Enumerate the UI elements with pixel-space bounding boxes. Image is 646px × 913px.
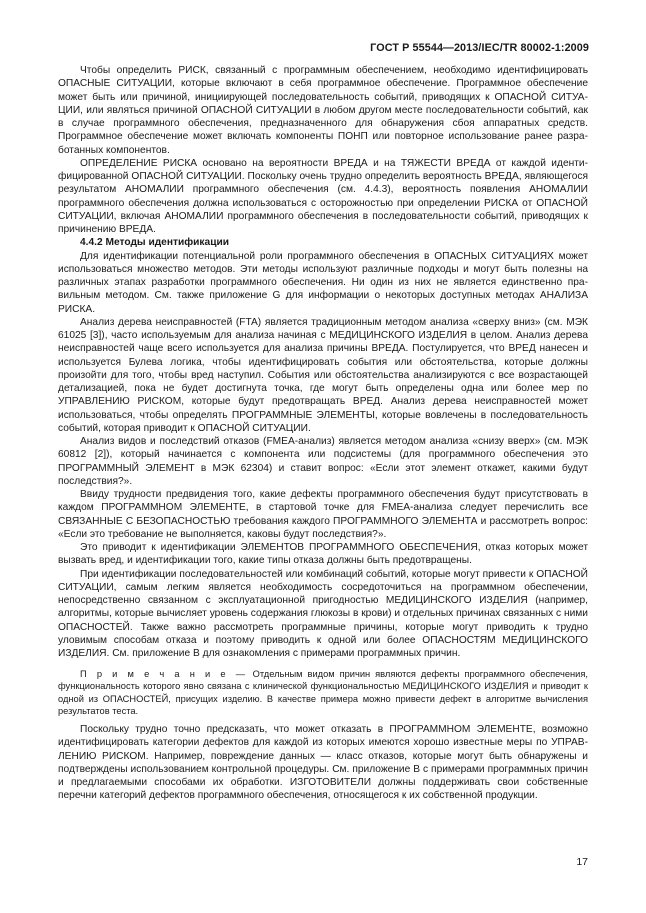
page-number: 17 <box>576 856 588 868</box>
paragraph: Анализ видов и последствий отказов (FMEA-анализ) является методом анализа «снизу вверх» (см. МЭК 60812 [2]), который начинается с компонента или подсистемы (для программного обеспечения это ПРОГРАММНЫЙ ЭЛЕМЕНТ в МЭК 62304) и ставит вопрос: «Если этот элемент откажет, какими будут последствия?». <box>58 436 588 487</box>
paragraph: Анализ дерева неисправностей (FTA) является традиционным методом анализа «сверху вниз» (см. МЭК 61025 [3]), часто используемым для анализа начиная с МЕДИЦИНСКОГО ИЗДЕЛИЯ в целом. Анализ дерева неисправностей чаще всего используется для анализа причины ВРЕДА. Постулируется, что ВРЕД нанесен и используется Булева логика, чтобы идентифицировать события или обстоятельства, которые должны произойти для того, чтобы вред наступил. События или обстоятельства анализируются с все возрастающей детализацией, пока не будет достигнута точка, где могут быть определены одна или более мер по УПРАВЛЕНИЮ РИСКОМ, которые будут предотвращать ВРЕД. Анализ дерева неисправностей может использоваться, чтобы определять ПРОГРАММНЫЕ ЭЛЕМЕНТЫ, которые вовлечены в последовательность событий, которая приводит к ОПАСНОЙ СИТУАЦИИ. <box>58 316 588 434</box>
paragraph: При идентификации последовательностей или комбинаций событий, которые могут привести к ОПАСНОЙ СИТУАЦИИ, самым легким является необходимость сосредоточиться на программном обеспечении, непосредственно связанном с эксплуатационной пригодностью МЕДИЦИНСКОГО ИЗДЕЛИЯ (например, алгоритмы, которые вычисляет уровень содержания глюкозы в крови) и отдельных причинах связанных с ними ОПАСНОСТЕЙ. Также важно рассмотреть программные причины, которые могут приводить к трудно уловимым способам отказа и поэтому приводить к одной или более ОПАСНОСТЯМ МЕДИЦИНСКОГО ИЗДЕЛИЯ. См. приложение В для ознакомления с примерами программных причин. <box>58 568 588 659</box>
paragraph: Это приводит к идентификации ЭЛЕМЕНТОВ ПРОГРАММНОГО ОБЕСПЕЧЕНИЯ, отказ которых может вызвать вред, и идентификации того, какие типы отказа должны быть предотвращены. <box>58 542 588 567</box>
note-label: П р и м е ч а н и е — <box>80 669 248 680</box>
note <box>58 668 588 717</box>
paragraph: Для идентификации потенциальной роли программного обеспечения в ОПАСНЫХ СИТУАЦИЯХ может использоваться множество методов. Эти методы используют различные подходы и могут быть полезны на различных этапах разработки программного обеспечения. Ни один из них не является единственно правильным методом. См. также приложение G для информации о некоторых доступных методах АНАЛИЗА РИСКА. <box>58 250 588 315</box>
section-heading: 4.4.2 Методы идентификации <box>80 237 229 249</box>
paragraph: Поскольку трудно точно предсказать, что может отказать в ПРОГРАММНОМ ЭЛЕМЕНТЕ, возможно идентифицировать категории дефектов для каждой из которых имеются хорошо известные меры по УПРАВЛЕНИЮ РИСКОМ. Например, повреждение данных — класс отказов, которые могут быть обнаружены и подтверждены использованием контрольной процедуры. См. приложение В с примерами программных причин и предлагаемыми способами их обработки. ИЗГОТОВИТЕЛИ должны поддерживать свои собственные перечни категорий дефектов программного обеспечения, относящегося к их собственной продукции. <box>58 724 588 802</box>
paragraph: Чтобы определить РИСК, связанный с программным обеспечением, необходимо идентифицировать ОПАСНЫЕ СИТУАЦИИ, которые включают в себя программное обеспечение. Программное обеспечение может быть или причиной, инициирующей последовательность событий, приводящих к ОПАСНОЙ СИТУАЦИИ, или являться причиной ОПАСНОЙ СИТУАЦИИ в любом другом месте последовательности событий, как в случае программного обеспечения, предназначенного для обнаружения сбоя аппаратных средств. Программное обеспечение может включать компоненты ПОНП или повторное использование ранее разработанных компонентов. <box>58 65 588 156</box>
note-text: Отдельным видом причин являются дефекты программного обеспечения, функциональность которого явно связана с клинической функциональностью МЕДИЦИНСКОГО ИЗДЕЛИЯ и приводит к одной из ОПАСНОСТЕЙ, присущих изделию. В качестве примера можно привести дефект в алгоритме вычисления результатов теста. <box>58 669 588 716</box>
page-body <box>58 64 588 803</box>
standard-code-header: ГОСТ Р 55544—2013/IEC/TR 80002-1:2009 <box>370 42 589 54</box>
paragraph: Ввиду трудности предвидения того, какие дефекты программного обеспечения будут присутствовать в каждом ПРОГРАММНОМ ЭЛЕМЕНТЕ, в стартовой точке для FMEA-анализа следует перечислить все СВЯЗАННЫЕ С БЕЗОПАСНОСТЬЮ требования каждого ПРОГРАММНОГО ЭЛЕМЕНТА и рассмотреть вопрос: «Если это требование не выполняется, каковы будут последствия?». <box>58 489 588 540</box>
paragraph: ОПРЕДЕЛЕНИЕ РИСКА основано на вероятности ВРЕДА и на ТЯЖЕСТИ ВРЕДА от каждой идентифицированной ОПАСНОЙ СИТУАЦИИ. Поскольку очень трудно определить вероятность ВРЕДА, являющегося результатом АНОМАЛИИ программного обеспечения (см. 4.4.3), вероятность появления АНОМАЛИИ программного обеспечения должна использоваться с осторожностью при определении РИСКА от ОПАСНОЙ СИТУАЦИИ, включая АНОМАЛИИ программного обеспечения в последовательности событий, приводящих к причинению ВРЕДА. <box>58 157 588 235</box>
